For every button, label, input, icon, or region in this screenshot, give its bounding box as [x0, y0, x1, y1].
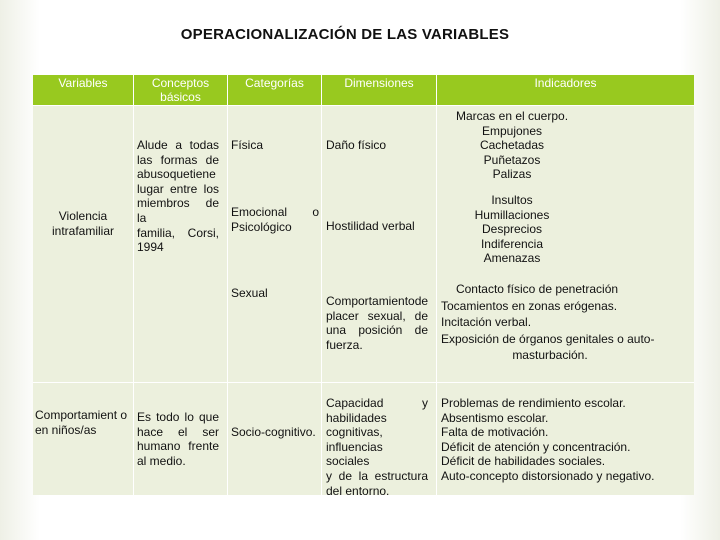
dimension-cell [326, 138, 430, 153]
dimension-line: del entorno. [326, 483, 390, 498]
dimension-cell [326, 396, 428, 498]
concepto-cell [137, 138, 219, 255]
concepto-line: las formas de [137, 152, 219, 167]
variable-cell [39, 209, 127, 238]
variable-label: Comportamient o en niños/as [35, 408, 128, 437]
dimension-line: cognitivas, [326, 425, 383, 440]
indicador-line: masturbación. [512, 348, 588, 363]
dimension-line: y de la estructura [326, 468, 428, 483]
indicador-line: Palizas [492, 167, 532, 182]
header-dimensiones-label: Dimensiones [344, 76, 414, 90]
dimension-line: fuerza. [326, 337, 363, 352]
variable-label: Violencia intrafamiliar [51, 209, 114, 238]
header-variables-label: Variables [58, 76, 108, 90]
concepto-line: familia, Corsi, [137, 225, 219, 240]
header-indicadores [437, 75, 694, 105]
variable-cell [35, 408, 131, 437]
dimension-line: Comportamientode [326, 294, 429, 308]
column-divider [227, 75, 228, 495]
indicador-line: Problemas de rendimiento escolar. [441, 396, 626, 410]
header-categorias-label: Categorías [245, 76, 304, 90]
concepto-line: miembros de la [137, 196, 219, 225]
dimension-line: placer sexual, de [326, 308, 428, 323]
indicador-line: Amenazas [483, 251, 541, 266]
header-indicadores-label: Indicadores [534, 76, 597, 90]
indicador-line: Empujones [481, 123, 543, 138]
row-divider [33, 105, 694, 106]
indicador-line: Humillaciones [474, 207, 550, 222]
categoria-line: Física [231, 138, 264, 152]
dimension-line: habilidades [326, 410, 387, 425]
indicador-line: Marcas en el cuerpo. [455, 109, 569, 123]
dimension-line: una posición de [326, 323, 428, 338]
concepto-line: al medio. [137, 453, 186, 468]
indicador-line: Insultos [491, 193, 533, 207]
header-conceptos-label: Conceptos básicos [151, 76, 210, 104]
dimension-line: Capacidad y [326, 396, 428, 410]
header-categorias [228, 75, 321, 105]
concepto-line: Alude a todas [137, 138, 219, 152]
categoria-cell [231, 205, 319, 234]
indicador-line: Déficit de atención y concentración. [441, 439, 631, 454]
dimension-line: influencias sociales [326, 439, 383, 469]
concepto-line: humano frente [137, 439, 219, 454]
dimension-cell [326, 294, 428, 352]
indicador-line: Incitación verbal. [441, 315, 532, 330]
indicador-line: Absentismo escolar. [441, 410, 549, 425]
row-divider [33, 382, 694, 383]
page-title: OPERACIONALIZACIÓN DE LAS VARIABLES [180, 26, 510, 43]
categoria-cell [231, 286, 315, 301]
column-divider [133, 75, 134, 495]
indicador-line: Déficit de habilidades sociales. [441, 454, 606, 469]
categoria-line: Sexual [231, 286, 268, 300]
header-dimensiones [322, 75, 436, 105]
dimension-line: Hostilidad verbal [326, 219, 415, 233]
concepto-line: 1994 [137, 240, 164, 255]
indicador-line: Auto-concepto distorsionado y negativo. [441, 468, 655, 483]
variables-table [33, 75, 694, 498]
indicadores-cell [437, 109, 587, 182]
concepto-line: Es todo lo que [137, 410, 219, 424]
concepto-line: hace el ser [137, 424, 219, 439]
concepto-line: lugar entre los [137, 181, 219, 196]
dimension-cell [326, 219, 430, 234]
categoria-cell [231, 425, 323, 440]
concepto-line: abusoquetiene [137, 167, 216, 182]
header-variables [33, 75, 133, 105]
indicadores-cell [441, 281, 691, 364]
indicador-line: Desprecios [481, 222, 543, 237]
indicador-line: Puñetazos [483, 152, 541, 167]
indicador-line: Falta de motivación. [441, 425, 549, 440]
indicadores-cell [437, 193, 587, 266]
indicador-line: Cachetadas [479, 138, 545, 153]
categoria-line: Psicológico [231, 219, 292, 234]
header-conceptos [134, 75, 227, 105]
indicador-line: Indiferencia [480, 236, 544, 251]
categoria-cell [231, 138, 315, 153]
concepto-cell [137, 410, 219, 468]
dimension-line: Daño físico [326, 138, 387, 152]
categoria-line: Socio-cognitivo. [231, 425, 316, 439]
categoria-line: Emocional o [231, 205, 319, 219]
indicador-line: Contacto físico de penetración [455, 282, 619, 296]
indicador-line: Tocamientos en zonas erógenas. [441, 298, 618, 313]
indicadores-cell [441, 396, 691, 484]
indicador-line: Exposición de órganos genitales o auto- [441, 331, 655, 346]
